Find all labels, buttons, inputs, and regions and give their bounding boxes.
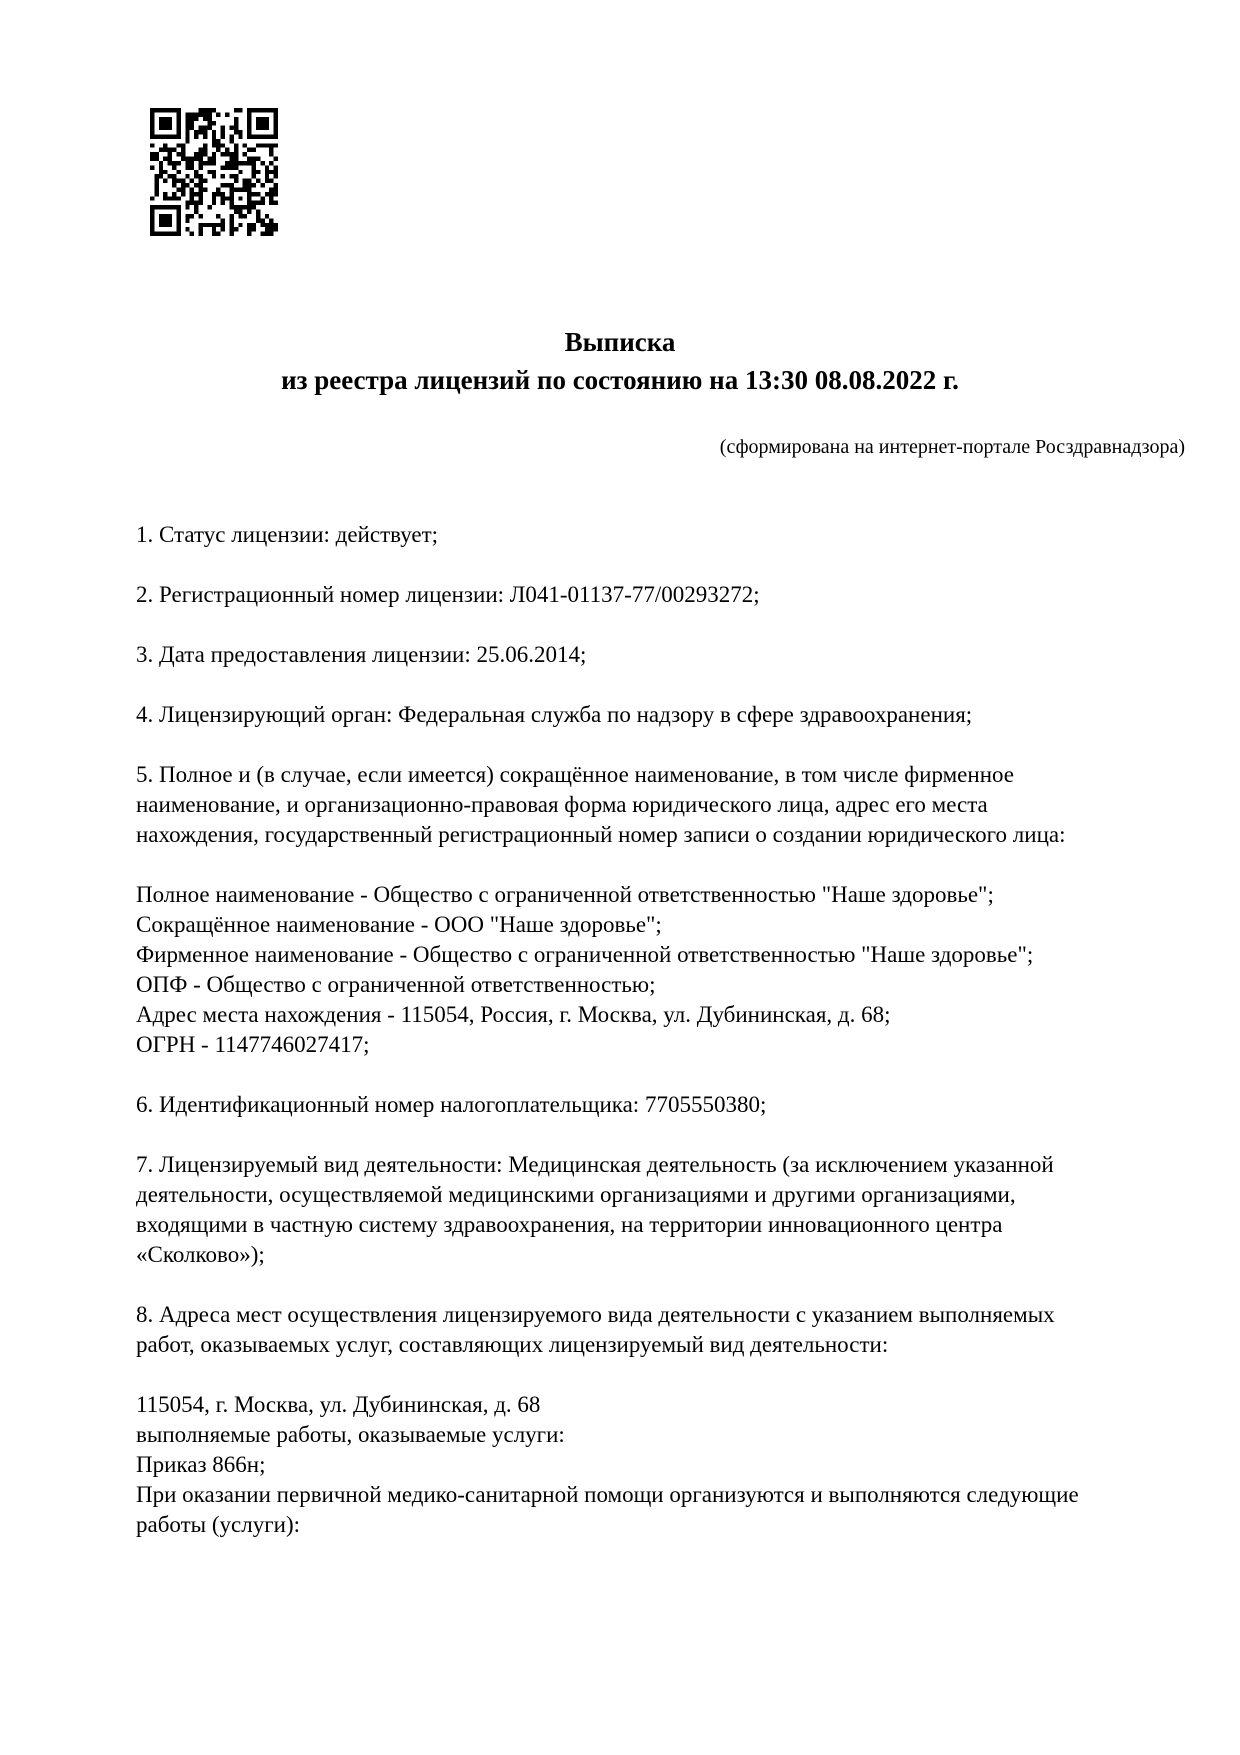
paragraph	[136, 640, 1196, 670]
text-line: При оказании первичной медико-санитарной помощи организуются и выполняются следующие	[136, 1482, 1079, 1507]
text-line: 6. Идентификационный номер налогоплательщика: 7705550380;	[136, 1092, 767, 1117]
text-line: выполняемые работы, оказываемые услуги:	[136, 1422, 565, 1447]
paragraph	[136, 1150, 1196, 1270]
document-title-line2: из реестра лицензий по состоянию на 13:30 08.08.2022 г.	[281, 365, 959, 395]
paragraph	[136, 700, 1196, 730]
text-line: 8. Адреса мест осуществления лицензируемого вида деятельности с указанием выполняемых	[136, 1302, 1055, 1327]
text-line: 2. Регистрационный номер лицензии: Л041-01137-77/00293272;	[136, 582, 760, 607]
qr-code-icon	[150, 108, 278, 236]
paragraph	[136, 760, 1196, 850]
document-subtitle: (сформирована на интернет-портале Росздравнадзора)	[719, 436, 1185, 458]
text-line: входящими в частную систему здравоохранения, на территории инновационного центра	[136, 1212, 1003, 1237]
paragraph	[136, 1090, 1196, 1120]
text-line: деятельности, осуществляемой медицинскими организациями и другими организациями,	[136, 1182, 1016, 1207]
text-line: 5. Полное и (в случае, если имеется) сокращённое наименование, в том числе фирменное	[136, 762, 1014, 787]
paragraph	[136, 880, 1196, 1060]
text-line: работ, оказываемых услуг, составляющих лицензируемый вид деятельности:	[136, 1332, 889, 1357]
text-line: Полное наименование - Общество с ограниченной ответственностью "Наше здоровье";	[136, 882, 994, 907]
text-line: ОПФ - Общество с ограниченной ответственностью;	[136, 972, 656, 997]
document-body	[136, 520, 1196, 1540]
paragraph	[136, 520, 1196, 550]
text-line: «Сколково»);	[136, 1242, 265, 1267]
text-line: Сокращённое наименование - ООО "Наше здоровье";	[136, 912, 662, 937]
text-line: Фирменное наименование - Общество с ограниченной ответственностью "Наше здоровье";	[136, 942, 1034, 967]
text-line: работы (услуги):	[136, 1512, 300, 1537]
paragraph	[136, 1390, 1196, 1540]
paragraph	[136, 1300, 1196, 1360]
text-line: 4. Лицензирующий орган: Федеральная служба по надзору в сфере здравоохранения;	[136, 702, 973, 727]
text-line: 115054, г. Москва, ул. Дубининская, д. 68	[136, 1392, 541, 1417]
document-title-line1: Выписка	[564, 327, 676, 357]
text-line: 7. Лицензируемый вид деятельности: Медицинская деятельность (за исключением указанной	[136, 1152, 1054, 1177]
text-line: Адрес места нахождения - 115054, Россия, г. Москва, ул. Дубининская, д. 68;	[136, 1002, 891, 1027]
document-title	[0, 323, 1240, 399]
text-line: ОГРН - 1147746027417;	[136, 1032, 370, 1057]
text-line: 3. Дата предоставления лицензии: 25.06.2014;	[136, 642, 587, 667]
text-line: нахождения, государственный регистрационный номер записи о создании юридического лица:	[136, 822, 1066, 847]
text-line: Приказ 866н;	[136, 1452, 266, 1477]
text-line: 1. Статус лицензии: действует;	[136, 522, 439, 547]
paragraph	[136, 580, 1196, 610]
text-line: наименование, и организационно-правовая форма юридического лица, адрес его места	[136, 792, 988, 817]
